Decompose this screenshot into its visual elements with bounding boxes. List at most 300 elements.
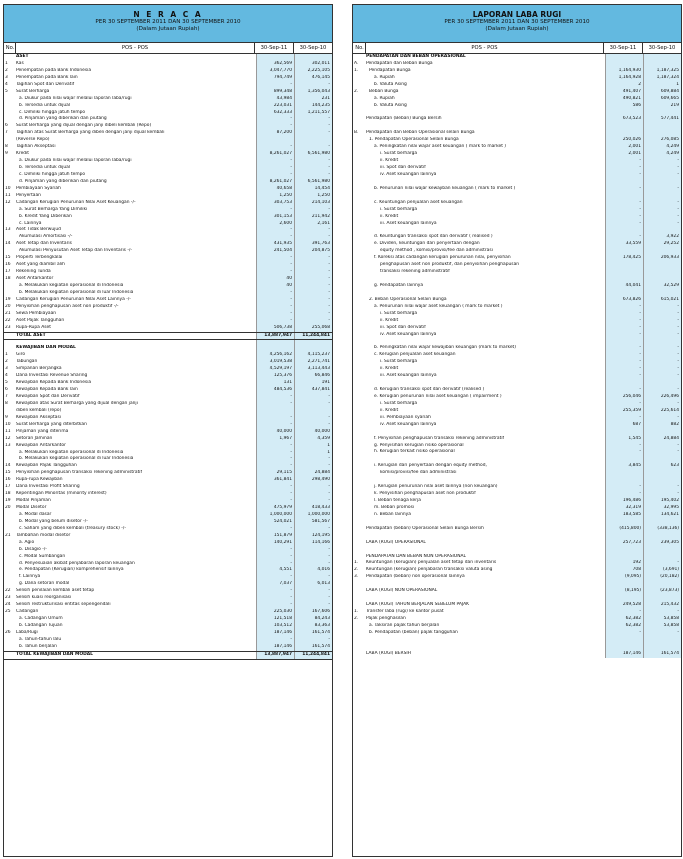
row-number: 22 xyxy=(5,588,11,594)
row-number xyxy=(353,422,366,429)
row-number xyxy=(353,373,366,380)
table-row xyxy=(4,554,332,561)
value-2011: - xyxy=(256,498,294,505)
row-label xyxy=(366,637,605,644)
row-number: 26 xyxy=(5,629,11,635)
value-2011: - xyxy=(605,165,643,172)
row-number: 3 xyxy=(5,366,8,372)
table-row xyxy=(353,526,681,533)
row-label: c. Dimiliki hingga jatuh tempo xyxy=(19,171,86,177)
row-label: Aset yang diambil alih xyxy=(16,262,65,268)
value-2011: 3,845 xyxy=(605,463,643,470)
value-2010: - xyxy=(294,415,332,422)
row-number xyxy=(353,366,366,373)
row-label: iv. Aset keuangan lainnya xyxy=(380,331,437,337)
row-label: b. Melakukan kegiatan operasional di luar Indonesia xyxy=(19,289,134,295)
value-2011: - xyxy=(605,415,643,422)
row-number xyxy=(353,380,366,387)
value-2010: - xyxy=(643,630,681,637)
table-row xyxy=(4,588,332,595)
row-label: b. Valuta Asing xyxy=(374,81,407,87)
value-2010: - xyxy=(643,609,681,616)
row-label: Pendapatan (Beban) Bunga Bersih xyxy=(366,116,442,122)
table-row xyxy=(4,61,332,68)
value-2010 xyxy=(643,470,681,477)
row-label: a. Cadangan Umum xyxy=(19,616,63,621)
value-2010: 32,995 xyxy=(643,505,681,512)
value-2010 xyxy=(643,110,681,117)
table-row xyxy=(353,366,681,373)
table-row xyxy=(353,443,681,450)
row-number: 8 xyxy=(5,400,8,406)
value-2011: - xyxy=(256,234,294,241)
row-number xyxy=(353,96,366,103)
row-label: k. Penyisihan penghapusan aset non produktif xyxy=(374,491,476,497)
row-number xyxy=(4,408,16,415)
value-2011 xyxy=(605,227,643,234)
row-label: a. Agio xyxy=(19,539,35,545)
col-v1: 30-Sep-11 xyxy=(604,43,643,53)
row-number xyxy=(353,623,366,630)
row-number xyxy=(353,415,366,422)
row-label: Dana Investasi Revenue Sharing xyxy=(16,373,88,379)
value-2010: - xyxy=(294,637,332,644)
row-label: c. Dimiliki hingga jatuh tempo xyxy=(19,109,86,115)
value-2011 xyxy=(605,269,643,276)
row-number xyxy=(353,505,366,512)
value-2011: 40 xyxy=(256,276,294,283)
table-row xyxy=(4,179,332,186)
value-2010: - xyxy=(294,463,332,470)
row-label: Akumulasi Penyusutan Aset Tetap dan Inventaris -/- xyxy=(19,248,133,254)
table-row xyxy=(4,623,332,630)
value-2010: (338,136) xyxy=(643,526,681,533)
value-2011: - xyxy=(256,561,294,568)
table-row xyxy=(353,179,681,186)
value-2011: 62,382 xyxy=(605,623,643,630)
value-2011: - xyxy=(605,609,643,616)
table-row xyxy=(353,158,681,165)
value-2010: 206,933 xyxy=(643,255,681,262)
row-number: 17 xyxy=(5,269,11,275)
neraca-unit: (Dalam Jutaan Rupiah) xyxy=(136,26,200,32)
value-2010: - xyxy=(294,116,332,123)
neraca-table-body xyxy=(4,54,332,660)
value-2010: - xyxy=(294,276,332,283)
value-2011: 632,333 xyxy=(256,110,294,117)
value-2011: 196,486 xyxy=(605,498,643,505)
value-2011 xyxy=(605,637,643,644)
value-2010: - xyxy=(643,158,681,165)
value-2010 xyxy=(643,227,681,234)
row-number: 6 xyxy=(5,387,8,393)
value-2011: - xyxy=(256,158,294,165)
table-row xyxy=(353,602,681,609)
row-label: c. Modal Sumbangan xyxy=(19,553,66,559)
table-row xyxy=(4,151,332,158)
value-2011 xyxy=(605,248,643,255)
table-row xyxy=(4,269,332,276)
table-row xyxy=(4,262,332,269)
row-number: 10 xyxy=(5,185,11,191)
row-label: LABA (RUGI) TAHUN BERJALAN SEBELUM PAJAK xyxy=(366,602,470,608)
value-2011: - xyxy=(605,373,643,380)
value-2010: - xyxy=(294,588,332,595)
row-number xyxy=(353,644,366,651)
row-label: c. Keuntungan penjualan aset keuangan xyxy=(374,199,463,205)
row-number xyxy=(4,137,16,144)
row-label: Tagihan Akseptasi xyxy=(16,144,56,150)
table-row xyxy=(4,401,332,408)
row-label: b. Tersedia untuk dijual xyxy=(19,102,71,108)
row-number: 25 xyxy=(5,609,11,615)
table-row xyxy=(4,373,332,380)
row-label: Surat Berharga yang diterbitkan xyxy=(16,421,87,427)
value-2010: - xyxy=(643,214,681,221)
value-2011: - xyxy=(605,332,643,339)
value-2010: - xyxy=(294,318,332,325)
row-number xyxy=(353,144,366,151)
value-2010 xyxy=(643,595,681,602)
value-2011: - xyxy=(256,574,294,581)
row-label: e. Dividen, keuntungan dari penyertaan dengan xyxy=(374,241,480,247)
value-2011: - xyxy=(256,450,294,457)
value-2011: - xyxy=(256,290,294,297)
value-2010: 255,068 xyxy=(294,325,332,332)
row-number: 19 xyxy=(5,498,11,504)
value-2011: - xyxy=(605,304,643,311)
laba-rugi-table-body xyxy=(353,54,681,658)
row-label: n. Beban lainnya xyxy=(374,511,411,517)
row-label: Laba/Rugi xyxy=(16,629,38,635)
table-row xyxy=(353,567,681,574)
row-number xyxy=(353,241,366,248)
value-2010: - xyxy=(643,345,681,352)
row-number: 10 xyxy=(5,421,11,427)
value-2011: 40,658 xyxy=(256,186,294,193)
row-number xyxy=(4,526,16,533)
value-2011: - xyxy=(605,311,643,318)
value-2011 xyxy=(605,262,643,269)
table-row xyxy=(353,137,681,144)
value-2011: 13,887,947 xyxy=(256,333,294,340)
value-2011 xyxy=(605,519,643,526)
row-label: TOTAL ASET xyxy=(16,332,46,338)
row-number xyxy=(353,325,366,332)
value-2011: 249,528 xyxy=(605,602,643,609)
value-2011: 87,200 xyxy=(256,130,294,137)
row-label: a. Taksiran pajak tahun berjalan xyxy=(369,622,440,628)
row-label: b. Penurunan nilai wajar kewajiban keuangan ( mark to market ) xyxy=(374,185,516,191)
value-2010: 476,145 xyxy=(294,75,332,82)
table-row xyxy=(353,519,681,526)
row-number xyxy=(353,234,366,241)
value-2010: (23,873) xyxy=(643,588,681,595)
value-2011: - xyxy=(256,456,294,463)
row-label: Properti Terbengkalai xyxy=(16,255,63,261)
value-2011 xyxy=(605,338,643,345)
row-number xyxy=(4,581,16,588)
value-2011: 301,153 xyxy=(256,214,294,221)
value-2011: 33,559 xyxy=(605,241,643,248)
table-row xyxy=(353,311,681,318)
row-label: Simpanan Berjangka xyxy=(16,366,62,372)
table-row xyxy=(353,262,681,269)
value-2010: 623 xyxy=(643,463,681,470)
value-2010: - xyxy=(294,498,332,505)
value-2011 xyxy=(605,554,643,561)
value-2010: - xyxy=(294,165,332,172)
value-2010: - xyxy=(294,123,332,130)
row-label: f. Koreksi atas cadangan kerugian penurunan nilai, penyisihan xyxy=(374,255,511,261)
value-2010 xyxy=(643,248,681,255)
row-label: LABA (RUGI) BERSIH xyxy=(366,650,411,656)
value-2011: 899,348 xyxy=(256,89,294,96)
row-number xyxy=(353,408,366,415)
value-2010 xyxy=(643,380,681,387)
row-label xyxy=(366,477,605,484)
value-2010: 161,574 xyxy=(643,651,681,658)
value-2011: - xyxy=(605,186,643,193)
value-2011: 1,000,000 xyxy=(256,512,294,519)
value-2010: - xyxy=(294,526,332,533)
row-number: 9 xyxy=(5,414,8,420)
row-number xyxy=(353,519,366,526)
value-2010 xyxy=(643,123,681,130)
row-number xyxy=(353,207,366,214)
laba-rugi-header xyxy=(353,5,681,43)
value-2010: 40,000 xyxy=(294,429,332,436)
value-2011 xyxy=(605,193,643,200)
value-2011: - xyxy=(256,262,294,269)
row-label: Sewa Pembiayaan xyxy=(16,310,57,316)
value-2011: - xyxy=(605,158,643,165)
row-label: a. Diukur pada nilai wajar melalui laporan laba/rugi xyxy=(19,158,132,164)
table-row xyxy=(353,61,681,68)
table-row xyxy=(4,567,332,574)
table-row xyxy=(4,561,332,568)
table-row xyxy=(4,394,332,401)
value-2010: 609,665 xyxy=(643,96,681,103)
table-row xyxy=(4,82,332,89)
row-label: l. Beban tenaga kerja xyxy=(374,498,421,503)
col-no: No. xyxy=(5,45,15,51)
row-number xyxy=(353,443,366,450)
row-number: 3. xyxy=(354,574,359,580)
row-number xyxy=(353,227,366,234)
table-row xyxy=(353,172,681,179)
value-2011 xyxy=(605,477,643,484)
value-2010 xyxy=(643,429,681,436)
table-row xyxy=(4,630,332,637)
table-row xyxy=(4,366,332,373)
row-number: 11 xyxy=(5,428,11,434)
row-number: 15 xyxy=(5,470,11,476)
value-2011: 178,425 xyxy=(605,255,643,262)
value-2010: 1,000,000 xyxy=(294,512,332,519)
table-row xyxy=(353,623,681,630)
value-2010 xyxy=(643,456,681,463)
value-2010 xyxy=(643,644,681,651)
value-2011: 125,376 xyxy=(256,373,294,380)
table-row xyxy=(353,151,681,158)
table-row xyxy=(353,116,681,123)
table-row xyxy=(4,304,332,311)
value-2011: - xyxy=(605,345,643,352)
row-label: d. Kerugian transaksi spot dan derivatif (realised ) xyxy=(374,387,485,392)
row-number xyxy=(353,463,366,470)
row-number: 12 xyxy=(5,435,11,441)
value-2011: 256,046 xyxy=(605,394,643,401)
row-label: m. Beban promosi xyxy=(374,504,415,510)
value-2010: - xyxy=(294,484,332,491)
value-2010: 84,243 xyxy=(294,616,332,623)
value-2010: 114,166 xyxy=(294,540,332,547)
value-2011 xyxy=(605,547,643,554)
value-2011: - xyxy=(605,449,643,456)
value-2011: - xyxy=(605,387,643,394)
value-2010: - xyxy=(294,227,332,234)
row-label: Aset Pajak Tangguhan xyxy=(16,317,65,323)
value-2010: - xyxy=(643,373,681,380)
row-number: 17 xyxy=(5,484,11,490)
value-2011: (9,095) xyxy=(605,574,643,581)
row-number xyxy=(4,623,16,630)
row-label: transaksi rekening administratif xyxy=(380,269,450,275)
row-label: g. Penyisihan kerugian risiko operasional xyxy=(374,442,464,448)
value-2011: 1,967 xyxy=(256,436,294,443)
row-number xyxy=(353,359,366,366)
row-number xyxy=(4,554,16,561)
value-2010: - xyxy=(294,207,332,214)
row-number xyxy=(353,345,366,352)
col-no: No. xyxy=(353,43,366,53)
row-number xyxy=(353,110,366,117)
row-label: f. Lainnya xyxy=(19,574,41,580)
value-2010: - xyxy=(294,297,332,304)
row-label: Kredit xyxy=(16,151,30,157)
table-row xyxy=(4,463,332,470)
value-2011 xyxy=(605,130,643,137)
row-number xyxy=(4,519,16,526)
table-row xyxy=(353,75,681,82)
laba-rugi-title: LAPORAN LABA RUGI xyxy=(472,10,562,19)
value-2010: - xyxy=(643,415,681,422)
table-row xyxy=(353,123,681,130)
table-row xyxy=(353,505,681,512)
value-2010: 4,359 xyxy=(294,436,332,443)
table-row xyxy=(353,165,681,172)
row-number: 3 xyxy=(5,74,8,80)
row-label: i. Surat berharga xyxy=(380,151,418,157)
table-row xyxy=(353,297,681,304)
row-label: Pajak penghasilan xyxy=(366,615,406,621)
value-2011 xyxy=(605,644,643,651)
table-row xyxy=(353,193,681,200)
table-row xyxy=(4,581,332,588)
row-label: ASET xyxy=(16,54,29,59)
row-number xyxy=(353,540,366,547)
row-number xyxy=(353,588,366,595)
value-2011: 4,256,162 xyxy=(256,352,294,359)
value-2011: - xyxy=(256,554,294,561)
table-row xyxy=(353,609,681,616)
table-row xyxy=(353,207,681,214)
table-row xyxy=(353,352,681,359)
laba-rugi-unit: (Dalam Jutaan Rupiah) xyxy=(485,26,549,32)
value-2010: - xyxy=(643,443,681,450)
row-number: 1 xyxy=(5,352,8,358)
value-2010: 161,574 xyxy=(294,630,332,637)
value-2010: 2,161 xyxy=(294,221,332,228)
value-2010: 3,922 xyxy=(643,234,681,241)
value-2011: - xyxy=(256,595,294,602)
row-label: iv. Aset keuangan lainnya xyxy=(380,171,437,177)
row-label: a. Melakukan kegiatan operasional di Indonesia xyxy=(19,282,124,288)
value-2011: (415,800) xyxy=(605,526,643,533)
row-label: Penempatan pada Bank Indonesia xyxy=(16,67,92,73)
value-2010: 231 xyxy=(294,96,332,103)
value-2011: - xyxy=(256,144,294,151)
row-label: Penyisihan penghapusan aset non produktif -/- xyxy=(16,303,119,309)
row-number xyxy=(4,110,16,117)
row-label: b. Modal yang belum disetor -/- xyxy=(19,518,88,524)
row-label: Aset Tetap dan Inventaris xyxy=(16,241,72,247)
row-label: Kewajiban Kepada Bank Indonesia xyxy=(16,380,92,386)
row-number: 18 xyxy=(5,276,11,281)
row-label: Rupa-Rupa Aset xyxy=(16,324,51,330)
value-2010 xyxy=(643,533,681,540)
value-2010 xyxy=(643,637,681,644)
table-row xyxy=(353,200,681,207)
table-row xyxy=(353,429,681,436)
value-2011: - xyxy=(605,221,643,228)
row-number: 13 xyxy=(5,442,11,448)
row-label: Tagihan atas Surat Berharga yang dibeli dengan janji dijual kembali xyxy=(16,130,165,136)
value-2011: 4,551 xyxy=(256,567,294,574)
value-2010: - xyxy=(643,207,681,214)
row-label: Keuntungan (kerugian) penjualan aset tetap dan inventaris xyxy=(366,560,497,566)
row-label: b. Disagio -/- xyxy=(19,546,47,552)
value-2011: 255,359 xyxy=(605,408,643,415)
row-label: d. Pinjaman yang diberikan dan piutang xyxy=(19,116,107,122)
table-row xyxy=(353,373,681,380)
row-number xyxy=(353,269,366,276)
value-2010 xyxy=(643,477,681,484)
value-2011: 4,529,197 xyxy=(256,366,294,373)
value-2010: 3,113,443 xyxy=(294,366,332,373)
row-label: Pendapatan (beban) Operasional Selain Bunga Bersih xyxy=(366,525,484,531)
row-label: g. Dana setoran modal xyxy=(19,581,70,587)
row-number: 16 xyxy=(5,262,11,268)
value-2011 xyxy=(605,380,643,387)
row-label xyxy=(366,123,605,130)
value-2011: 673,523 xyxy=(605,116,643,123)
row-label: Penyisihan penghapusan transaksi rekening administratif xyxy=(16,470,143,476)
row-label: Tabungan xyxy=(16,359,38,365)
row-number xyxy=(353,581,366,588)
table-row xyxy=(353,547,681,554)
row-number xyxy=(4,644,16,651)
table-row xyxy=(4,519,332,526)
row-number xyxy=(353,602,366,609)
value-2010 xyxy=(643,179,681,186)
laba-rugi-column-header xyxy=(353,43,681,54)
table-row xyxy=(353,248,681,255)
table-row xyxy=(353,110,681,117)
row-number: 23 xyxy=(5,595,11,601)
row-number xyxy=(353,595,366,602)
